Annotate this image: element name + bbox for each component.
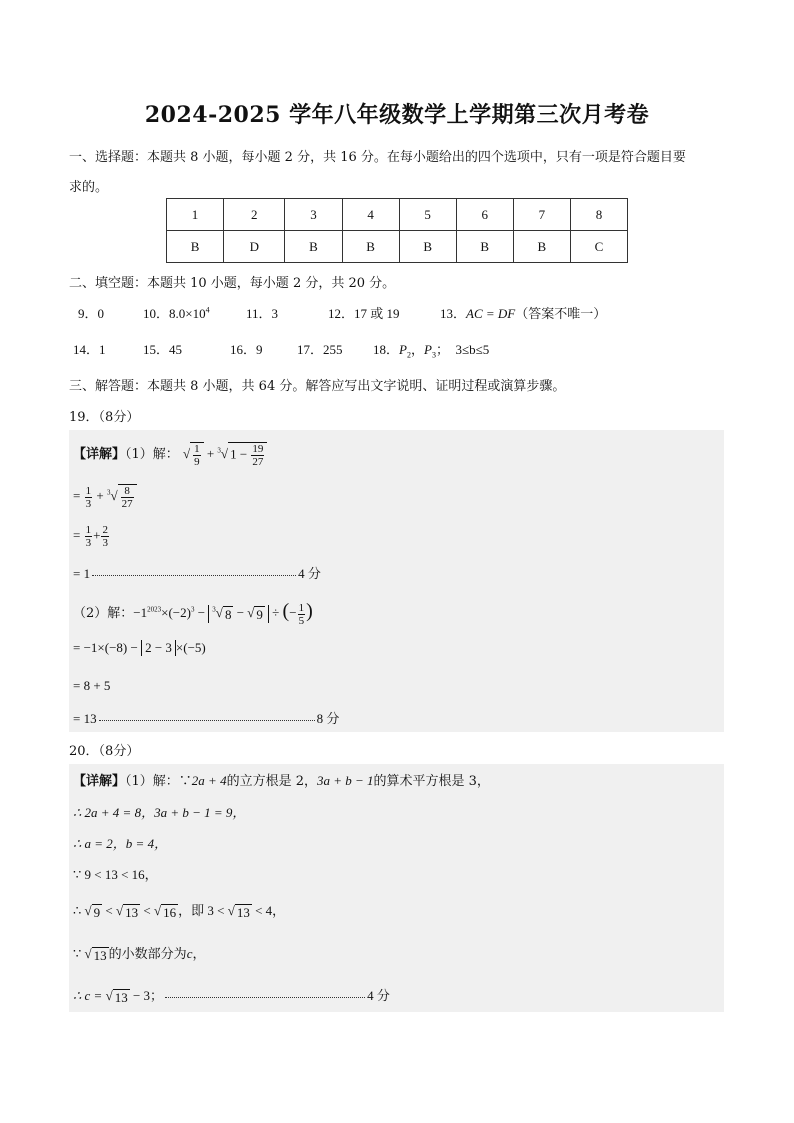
- q20-line3: ∴ a = 2，b = 4，: [73, 836, 168, 851]
- q20-line5: ∴ √ 9 < √ 13 < √ 16 ，即 3 < √ 13 < 4，: [73, 903, 286, 920]
- q20-line1: 【详解】（1）解：∵2a + 4的立方根是 2，3a + b − 1的算术平方根是 3，: [73, 773, 490, 789]
- section1-instructions: 一、选择题：本题共 8 小题，每小题 2 分，共 16 分。在每小题给出的四个选项中，只有一项是符合题目要: [69, 150, 686, 165]
- section1-instructions-cont: 求的。: [69, 180, 109, 195]
- table-cell: B: [456, 231, 513, 263]
- q20-line2: ∴ 2a + 4 = 8，3a + b − 1 = 9，: [73, 805, 246, 820]
- q19-line1: 【详解】（1）解： √ $\frac{1}{9}$ + $^3$√ 1 − $\frac{19}{27}$: [73, 442, 267, 468]
- answer-12: 12．17 或 19: [328, 306, 400, 321]
- q19-line5: （2）解：$-1^{2023}\times(-2)^3 - ^3√$ 8 − √ 9 ÷ (− $\frac{1}{5}$ ): [73, 600, 313, 627]
- answer-13: 13．AC = DF（答案不唯一）: [440, 306, 607, 321]
- q20-line6: ∵ √ 13 的小数部分为c，: [73, 946, 206, 963]
- question-number-row: [167, 199, 628, 231]
- q20-header: 20．（8分）: [69, 744, 140, 759]
- answer-16: 16．9: [230, 342, 263, 357]
- q20-line4: ∵ 9 < 13 < 16，: [73, 867, 158, 882]
- table-cell: 2: [224, 199, 285, 231]
- section3-instructions: 三、解答题：本题共 8 小题，共 64 分。解答应写出文字说明、证明过程或演算步骤。: [69, 379, 566, 394]
- answer-14: 14．1: [73, 342, 106, 357]
- q19-line3: = $\frac{1}{3}$ + $\frac{2}{3}$: [73, 524, 108, 549]
- section2-instructions: 二、填空题：本题共 10 小题，每小题 2 分，共 20 分。: [69, 276, 396, 291]
- answer-9: 9．0: [78, 306, 105, 321]
- table-cell: 4: [342, 199, 399, 231]
- answer-18: 18．$P_2$，$P_3$； 3≤b≤5: [373, 342, 490, 360]
- answer-15: 15．45: [143, 342, 183, 357]
- page-title: 2024-2025 学年八年级数学上学期第三次月考卷: [144, 102, 650, 128]
- table-cell: B: [285, 231, 342, 263]
- answer-11: 11．3: [246, 306, 279, 321]
- q19-line4: = 1 4 分: [73, 566, 321, 581]
- table-cell: 8: [570, 199, 627, 231]
- q19-line8: = 13 8 分: [73, 711, 340, 726]
- table-cell: 6: [456, 199, 513, 231]
- table-cell: B: [513, 231, 570, 263]
- answer-17: 17．255: [297, 342, 343, 357]
- answer-table: [166, 198, 628, 263]
- table-cell: B: [342, 231, 399, 263]
- q19-line7: = 8 + 5: [73, 678, 111, 693]
- q20-line7: ∴ c = √ 13 − 3； 4 分: [73, 988, 390, 1005]
- q19-header: 19．（8分）: [69, 410, 140, 425]
- table-cell: C: [570, 231, 627, 263]
- q19-line6: = −1×(−8) − 2 − 3 ×(−5): [73, 640, 206, 655]
- table-cell: 3: [285, 199, 342, 231]
- table-cell: D: [224, 231, 285, 263]
- q19-line2: = $\frac{1}{3}$ + $^3$√ $\frac{8}{27}$: [73, 484, 137, 510]
- table-cell: 5: [399, 199, 456, 231]
- table-cell: B: [167, 231, 224, 263]
- table-cell: 7: [513, 199, 570, 231]
- answer-row: [167, 231, 628, 263]
- answer-10: 10．$8.0\times 10^4$: [143, 305, 210, 321]
- table-cell: B: [399, 231, 456, 263]
- table-cell: 1: [167, 199, 224, 231]
